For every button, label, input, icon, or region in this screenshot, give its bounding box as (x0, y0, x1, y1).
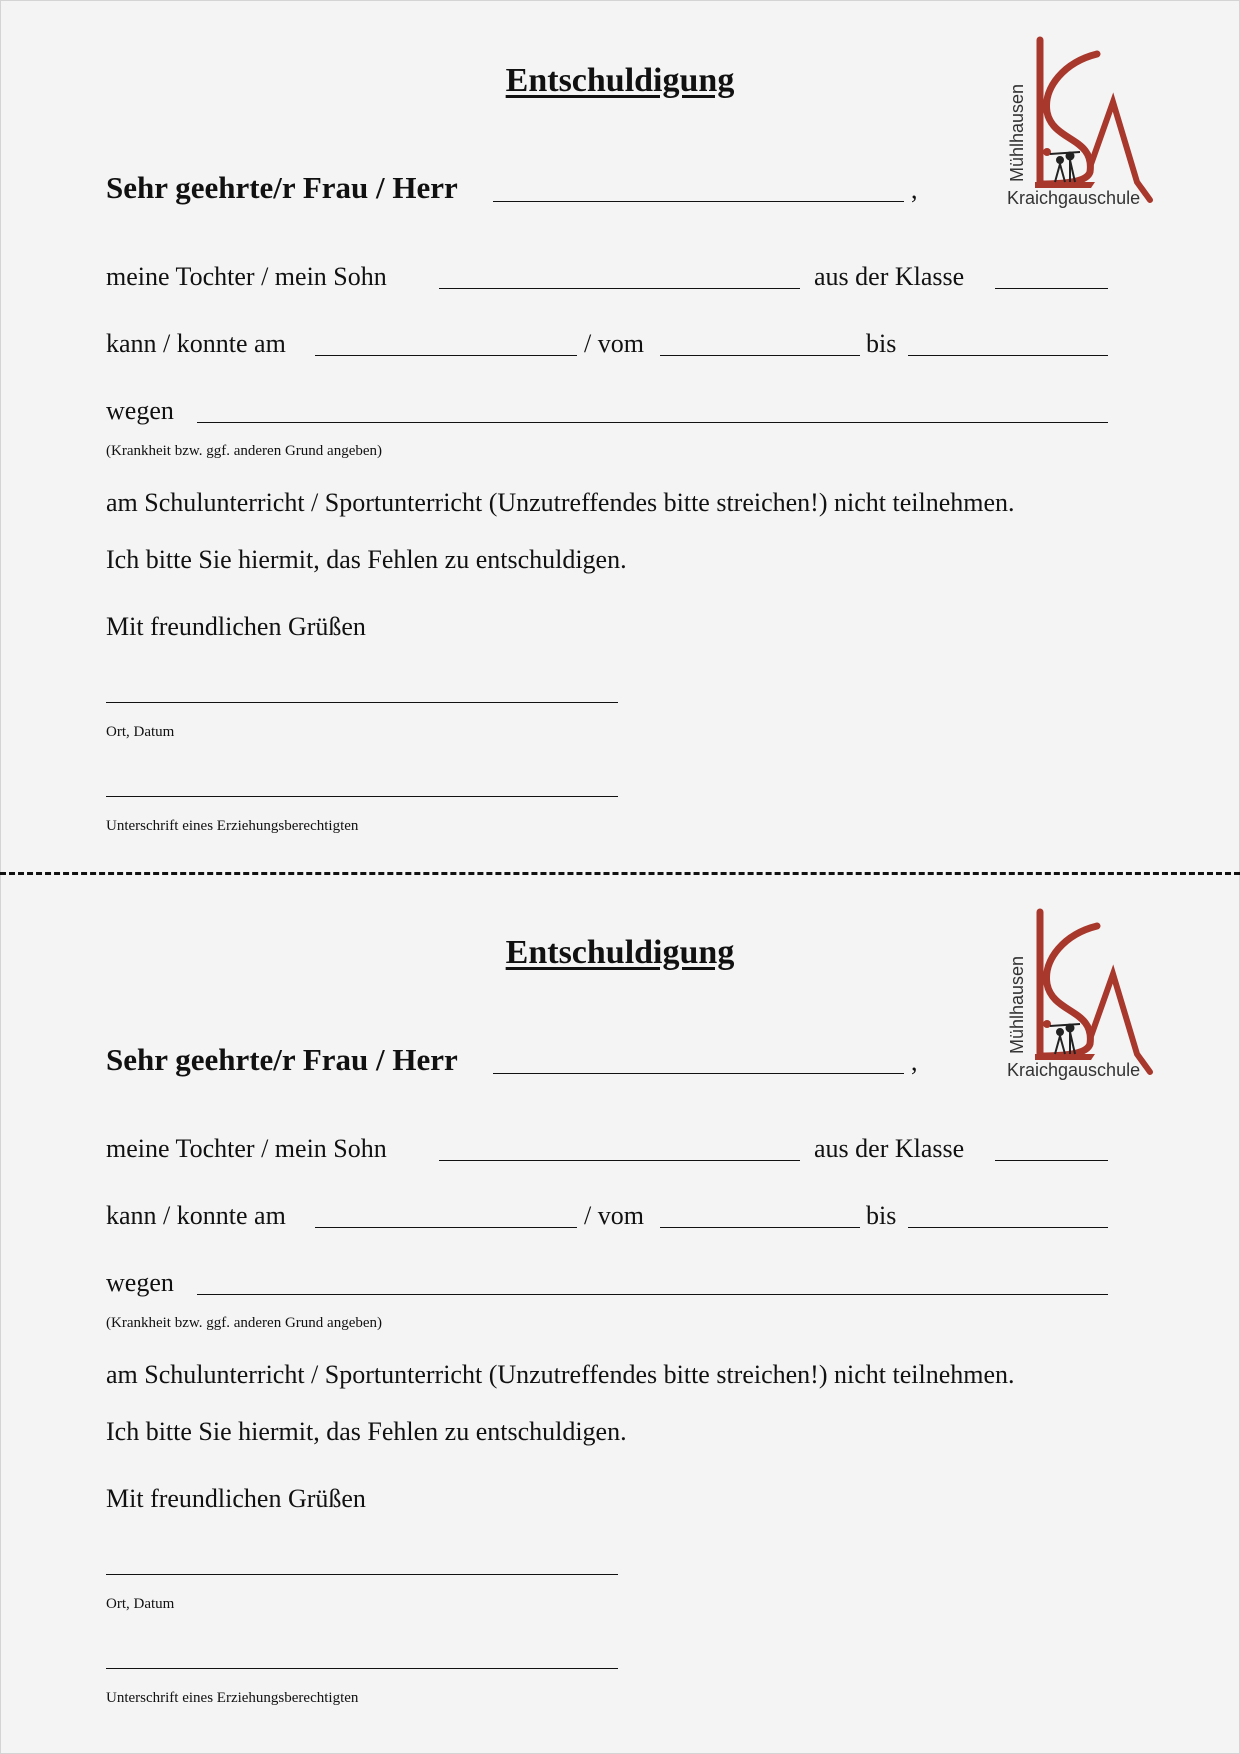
class-field[interactable] (995, 288, 1108, 289)
salutation-comma: , (911, 1047, 918, 1076)
salutation: Sehr geehrte/r Frau / Herr (106, 170, 458, 205)
salutation-comma: , (911, 175, 918, 204)
recipient-name-field[interactable] (493, 1073, 904, 1074)
reason-hint: (Krankheit bzw. ggf. anderen Grund angeben) (106, 1315, 382, 1331)
request-text: Ich bitte Sie hiermit, das Fehlen zu entschuldigen. (106, 1417, 627, 1446)
reason-field[interactable] (197, 422, 1108, 423)
from-date-field[interactable] (660, 355, 860, 356)
logo-town-text: Mühlhausen (1007, 955, 1027, 1054)
from-date-field[interactable] (660, 1227, 860, 1228)
child-name-field[interactable] (439, 1160, 800, 1161)
signature-label: Unterschrift eines Erziehungsberechtigten (106, 1690, 359, 1706)
place-date-label: Ort, Datum (106, 724, 175, 740)
absence-text: am Schulunterricht / Sportunterricht (Unzutreffendes bitte streichen!) nicht teilnehmen. (106, 488, 1015, 517)
date-label: kann / konnte am (106, 329, 286, 358)
logo-town-text: Mühlhausen (1007, 83, 1027, 182)
closing-text: Mit freundlichen Grüßen (106, 1484, 366, 1513)
form-title: Entschuldigung (505, 62, 735, 99)
school-logo (995, 32, 1175, 212)
closing-text: Mit freundlichen Grüßen (106, 612, 366, 641)
cut-line (0, 872, 1240, 875)
school-logo (995, 904, 1175, 1084)
child-name-field[interactable] (439, 288, 800, 289)
signature-field[interactable] (106, 1668, 618, 1669)
from-label: / vom (584, 1201, 644, 1230)
to-date-field[interactable] (908, 1227, 1108, 1228)
place-date-field[interactable] (106, 702, 618, 703)
class-label: aus der Klasse (814, 262, 965, 291)
absence-text: am Schulunterricht / Sportunterricht (Unzutreffendes bitte streichen!) nicht teilnehmen. (106, 1360, 1015, 1389)
logo-school-text: Kraichgauschule (1007, 1060, 1141, 1080)
place-date-label: Ort, Datum (106, 1596, 175, 1612)
from-label: / vom (584, 329, 644, 358)
reason-label: wegen (106, 396, 174, 425)
date-field[interactable] (315, 1227, 577, 1228)
child-label: meine Tochter / mein Sohn (106, 262, 387, 291)
logo-school-text: Kraichgauschule (1007, 188, 1141, 208)
to-date-field[interactable] (908, 355, 1108, 356)
salutation: Sehr geehrte/r Frau / Herr (106, 1042, 458, 1077)
request-text: Ich bitte Sie hiermit, das Fehlen zu entschuldigen. (106, 545, 627, 574)
excuse-form (0, 0, 1240, 872)
to-label: bis (866, 1201, 897, 1230)
reason-label: wegen (106, 1268, 174, 1297)
signature-field[interactable] (106, 796, 618, 797)
excuse-form (0, 872, 1240, 1744)
class-field[interactable] (995, 1160, 1108, 1161)
form-title: Entschuldigung (505, 934, 735, 971)
date-field[interactable] (315, 355, 577, 356)
recipient-name-field[interactable] (493, 201, 904, 202)
reason-hint: (Krankheit bzw. ggf. anderen Grund angeben) (106, 443, 382, 459)
child-label: meine Tochter / mein Sohn (106, 1134, 387, 1163)
to-label: bis (866, 329, 897, 358)
class-label: aus der Klasse (814, 1134, 965, 1163)
signature-label: Unterschrift eines Erziehungsberechtigten (106, 818, 359, 834)
reason-field[interactable] (197, 1294, 1108, 1295)
date-label: kann / konnte am (106, 1201, 286, 1230)
place-date-field[interactable] (106, 1574, 618, 1575)
